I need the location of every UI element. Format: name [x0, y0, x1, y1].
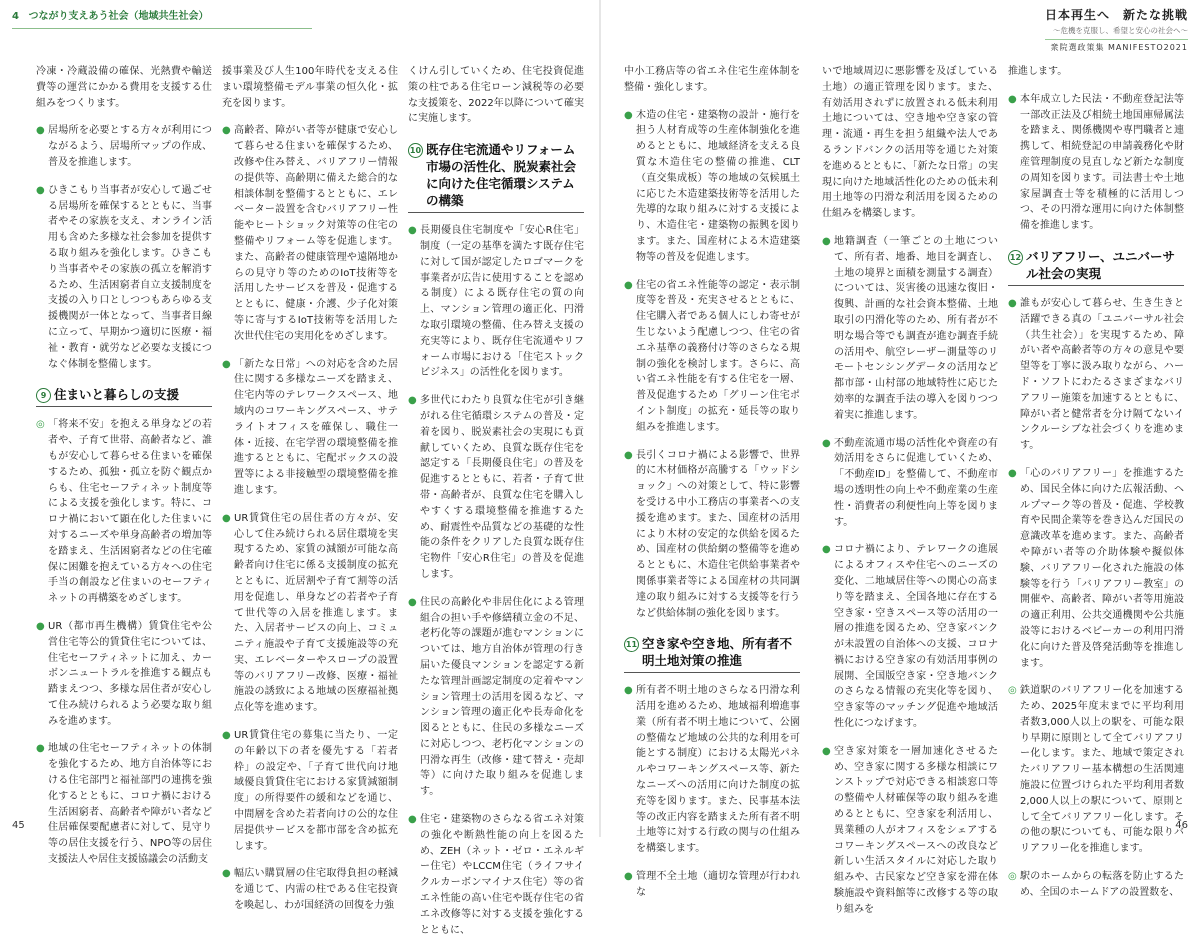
bullet-text: 長期優良住宅制度や「安心R住宅」制度（一定の基準を満たす既存住宅に対して国が認定したロゴマークを事業者が広告に使用することを認める制度）による既存住宅の質の向上、マンション管理の適正化、円滑な取引環境の整備、住み替え支援の充実等により、既存住宅流通やリフォーム市場における「住宅ストックビジネス」の活性化を図ります。 [420, 225, 584, 379]
right-running-header [1045, 6, 1188, 53]
bullet-dot-icon: ● [36, 743, 45, 755]
bullet-text: 長引くコロナ禍による影響で、世界的に木材価格が高騰する「ウッドショック」への対策として、特に影響を受ける中小工務店の事業者への支援を進めます。また、国産材の活用により木材の安定的な供給を図るため、国産材の供給網の整備等を進めるとともに、木造住宅供給事業者や関係事業者等による国産材の共同調達の取り組みに対する支援等を行うなど供給体制の強化を図ります。 [636, 449, 800, 619]
bullet-dot-icon: ● [222, 868, 231, 880]
column-5 [822, 64, 998, 930]
bullet-dot-icon: ● [36, 620, 45, 632]
bullet-dot-icon: ● [222, 730, 231, 742]
bullet-star-icon: ◎ [36, 419, 45, 431]
bullet-text: 高齢者、障がい者等が健康で安心して暮らせる住まいを確保するため、改修や住み替え、バリアフリー情報の提供等、高齢期に備えた総合的な相談体制を整備するとともに、エレベーター設置を含むバリアフリー性能やヒートショック対策等の住宅の整備やリフォーム等を促進します。また、高齢者の健康管理や遠隔地からの見守り等のためのIoT技術等を活用したサービスを普及・促進するとともに、健康・介護、少子化対策等に寄与するIoT技術等を活用した次世代住宅の実用化をめざします。 [234, 125, 398, 342]
bullet-text: UR賃貸住宅の募集に当たり、一定の年齢以下の者を優先する「若者枠」の設定や、「子育て世代向け地域優良賃貸住宅における家賃減額制度」の所得要件の緩和などを通じ、中間層を含めた若者向けの公的な住居提供サービスを都市部を含め拡充します。 [234, 730, 398, 852]
bullet-text: 本年成立した民法・不動産登記法等一部改正法及び相続土地国庫帰属法を踏まえ、関係機関や専門職者と連携して、相続登記の申請義務化や財産管理制度の見直しなど新たな制度の周知を図ります。司法書士や土地家屋調査士等を積極的に活用しつつ、その円滑な運用に向けた体制整備を推進します。 [1020, 93, 1184, 232]
bullet-text: UR賃貸住宅の居住者の方々が、安心して住み続けられる居住環境を実現するため、家賃の減額が可能な高齢者向け住宅に係る支援制度の拡充とともに、近居割や子育て割等の活用を促進し、単身などの若者や子育て世代等の入居を推進します。また、入居者サービスの向上、コミュニティ施設や子育て支援施設等の充実、エレベーターやスロープの設置等のバリアフリー改修、医療・福祉施設の誘致による地域の医療福祉拠点化等を進めます。 [234, 512, 398, 714]
bullet-item [822, 234, 998, 424]
bullet-item [1008, 869, 1184, 901]
bullet-item [1008, 92, 1184, 234]
bullet-text: 「心のバリアフリー」を推進するため、国民全体に向けた広報活動、ヘルプマーク等の普及・促進、学校教育や民間企業等を巻き込んだ国民の意識改革を進めます。また、高齢者や障がい者等の介助体験や擬似体験、バリアフリー化された施設の体験等を行う「バリアフリー教室」の開催や、高齢者、障がい者等用施設の適正利用、公共交通機関や公共施設等におけるベビーカーの利用円滑化に向けた普及啓発活動等を推進します。 [1020, 467, 1184, 669]
bullet-item [408, 812, 584, 938]
bullet-star-icon: ◎ [1008, 871, 1017, 883]
column-6 [1008, 64, 1184, 913]
bullet-item [822, 436, 998, 531]
bullet-dot-icon: ● [408, 395, 417, 407]
chapter-number: 4 [12, 11, 19, 22]
section-number-badge: 11 [624, 637, 639, 652]
bullet-dot-icon: ● [624, 279, 633, 291]
bullet-item [408, 393, 584, 583]
left-running-header [12, 7, 208, 22]
bullet-text: 幅広い購買層の住宅取得負担の軽減を通じて、内需の柱である住宅投資を喚起し、わが国経済の回復を力強 [234, 868, 398, 912]
paragraph: 援事業及び人生100年時代を支える住まい環境整備モデル事業の恒久化・拡充を図ります。 [222, 66, 398, 109]
header-rule-left [12, 28, 312, 29]
bullet-dot-icon: ● [36, 125, 45, 137]
section-heading-12 [1008, 248, 1184, 286]
bullet-dot-icon: ● [222, 125, 231, 137]
column-3 [408, 64, 584, 950]
bullet-text: 空き家対策を一層加速化させるため、空き家に関する多様な相談にワンストップで対応できる相談窓口等の整備や人材確保等の取り組みを進めるとともに、空き家を利活用し、異業種の人がオフィスをシェアするコワーキングスペースへの改良など新しい生活スタイルに対応した取り組みや、古民家など空き家を滞在体験施設や資料館等に改修する等の取り組みを [834, 745, 998, 915]
bullet-dot-icon: ● [222, 512, 231, 524]
bullet-item [36, 123, 212, 170]
bullet-text: 「将来不安」を抱える単身などの若者や、子育て世帯、高齢者など、誰もが安心して暮らせる住まいを確保するため、孤独・孤立を防ぐ観点からも、住宅セーフティネット制度等による支援を強化します。特に、コロナ禍において顕在化した住まいに対するニーズや単身高齢者の増加等を踏まえ、生活困窮者などの住宅確保に困難を抱えている方々への住宅手当の創設など住まいのセーフティネットの再構築をめざします。 [48, 419, 212, 605]
bullet-item [822, 542, 998, 732]
bullet-text: UR（都市再生機構）賃貸住宅や公営住宅等公的賃貸住宅については、住宅セーフティネットに加え、カーボンニュートラルを推進する観点も踏まえつつ、多様な居住者が安心して住み続けられるよう必要な取り組みを進めます。 [48, 620, 212, 727]
bullet-item [222, 728, 398, 854]
bullet-item [1008, 466, 1184, 671]
bullet-item [36, 741, 212, 867]
bullet-text: 木造の住宅・建築物の設計・施行を担う人材育成等の生産体制強化を進めるとともに、地域経済を支える良質な木造住宅の整備の推進、CLT（直交集成板）等の地域の気候風土に応じた木造建築技術等を活用した先導的な取り組みに対する支援により、木造住宅・建築物の振興を図ります。また、国産材による木造建築物等の普及を促進します。 [636, 109, 800, 263]
section-title: 既存住宅流通やリフォーム市場の活性化、脱炭素社会に向けた住宅循環システムの構築 [426, 142, 577, 209]
bullet-text: 住宅の省エネ性能等の認定・表示制度等を普及・充実させるとともに、住宅購入者である個人にしわ寄せが生じないよう配慮しつつ、住宅の省エネ基準の義務付け等のさらなる規制の強化を検討します。さらに、高い省エネ性能を有する住宅を一層、普及促進するため「グリーン住宅ポイント制度」の拡充・延長等の取り組みを推進します。 [636, 279, 800, 433]
bullet-dot-icon: ● [822, 235, 831, 247]
manifesto-title: 日本再生へ 新たな挑戦 [1044, 8, 1188, 22]
bullet-text: 多世代にわたり良質な住宅が引き継がれる住宅循環システムの普及・定着を図り、脱炭素社会の実現にも貢献していくため、良質な既存住宅を認定する「長期優良住宅」の普及を促進するとともに、若者・子育て世帯・高齢者が、良質な住宅を購入しやすくする環境整備を推進するため、耐震性や品質などの基礎的な性能の条件をクリアした良質な既存住宅物件「安心R住宅」の普及を促進します。 [420, 395, 584, 580]
bullet-dot-icon: ● [624, 109, 633, 121]
bullet-item [222, 511, 398, 716]
bullet-item [222, 123, 398, 344]
bullet-dot-icon: ● [822, 745, 831, 757]
section-number-badge: 12 [1008, 250, 1023, 265]
paragraph: 冷凍・冷蔵設備の確保、光熱費や輸送費等の運営にかかる費用を支援する仕組みをつくります。 [36, 66, 212, 109]
bullet-item [36, 619, 212, 730]
section-title: 住まいと暮らしの支援 [54, 387, 180, 403]
bullet-item [624, 683, 800, 857]
bullet-text: 住宅・建築物のさらなる省エネ対策の強化や断熱性能の向上を図るため、ZEH（ネット・ゼロ・エネルギー住宅）やLCCM住宅（ライフサイクルカーボンマイナス住宅）等の省エネ性能の高い住宅や既存住宅の省エネ改修等に対する支援を強化するとともに、 [420, 814, 584, 936]
bullet-dot-icon: ● [1008, 93, 1017, 105]
bullet-text: 所有者不明土地のさらなる円滑な利活用を進めるため、地域福利増進事業（所有者不明土地について、公園の整備など地域の公共的な利用を可能とする制度）における太陽光パネルやコワーキングスペース等、新たなニーズへの活用に向けた制度の拡充等を図ります。また、民事基本法等の改正内容を踏まえた所有者不明土地等に対する行政の関与の仕組みを構築します。 [636, 685, 800, 855]
bullet-dot-icon: ● [36, 184, 45, 196]
bullet-item [408, 223, 584, 381]
page-number-left: 45 [12, 820, 25, 831]
section-title: 空き家や空き地、所有者不明土地対策の推進 [642, 636, 793, 669]
bullet-dot-icon: ● [624, 449, 633, 461]
bullet-text: 駅のホームからの転落を防止するため、全国のホームドアの設置数を、 [1020, 871, 1184, 898]
bullet-item [36, 183, 212, 373]
bullet-text: 管理不全土地（適切な管理が行われな [636, 871, 800, 898]
bullet-dot-icon: ● [624, 685, 633, 697]
bullet-text: 不動産流通市場の活性化や資産の有効活用をさらに促進していくため、「不動産ID」を整備して、不動産市場の透明性の向上や不動産業の生産性・消費者の利便性向上等を図ります。 [834, 437, 998, 528]
bullet-item [222, 357, 398, 499]
paragraph: いで地域周辺に悪影響を及ぼしている土地）の適正管理を図ります。また、有効活用されずに放置される低未利用土地については、空き地や空き家の管理・流通・再生を担う組織や法人であるランドバンクの活用等を通じた対策を進めるとともに、「新たな日常」の実現に向けた地域活性化のための低未利用土地等の円滑な利活用を図るための仕組みを構築します。 [822, 66, 998, 220]
bullet-dot-icon: ● [408, 814, 417, 826]
bullet-text: 地籍調査（一筆ごとの土地について、所有者、地番、地目を調査し、土地の境界と面積を測量する調査）については、災害後の迅速な復旧・復興、計画的な社会資本整備、土地取引の円滑化等のため、所有者が不明な場合等でも調査が進む調査手続の活用や、航空レーザー測量等のリモートセンシングデータの活用など都市部・山村部の地域特性に応じた効率的な調査手法の導入を図りつつ着実に推進します。 [834, 235, 998, 421]
bullet-item [222, 866, 398, 913]
paragraph: 推進します。 [1008, 66, 1068, 77]
bullet-dot-icon: ● [822, 437, 831, 449]
bullet-text: 鉄道駅のバリアフリー化を加速するため、2025年度末までに平均利用者数3,000人以上の駅を、可能な限り早期に原則として全てバリアフリー化します。また、地域で策定されたバリアフリー基本構想の生活関連施設に位置づけられた平均利用者数2,000人以上の駅について、原則として全てバリアフリー化します。その他の駅についても、可能な限りバリアフリー化を推進します。 [1020, 685, 1184, 855]
bullet-text: 地域の住宅セーフティネットの体制を強化するため、地方自治体等における住宅部門と福祉部門の連携を強化するとともに、コロナ禍における生活困窮者、高齢者や障がい者など住居確保要配慮者に対して、見守り等の居住支援を行う、NPO等の居住支援法人や居住支援協議会の活動支 [48, 743, 212, 866]
bullet-star-icon: ◎ [1008, 685, 1017, 697]
paragraph: くけん引していくため、住宅投資促進策の柱である住宅ローン減税等の必要な支援策を、2022年以降について確実に実施します。 [408, 66, 584, 125]
section-heading-9 [36, 386, 212, 407]
bullet-item [36, 417, 212, 607]
bullet-text: 居場所を必要とする方々が利用につながるよう、居場所マップの作成、普及を推進します。 [48, 125, 212, 168]
bullet-text: コロナ禍により、テレワークの進展によるオフィスや住宅へのニーズの変化、二地域居住等への関心の高まり等を踏まえ、全国各地に存在する空き家・空きスペース等の活用の一層の推進を図るため、空き家バンクが未設置の自治体への支援、コロナ禍における空き家の有効活用事例の展開、全国版空き家・空き地バンクのさらなる情報の充実化等を図り、空き家等のマッチング促進や地域活性化につなげます。 [834, 544, 998, 730]
left-page [0, 0, 600, 936]
bullet-dot-icon: ● [222, 358, 231, 370]
section-heading-10 [408, 141, 584, 213]
bullet-item [624, 108, 800, 266]
bullet-item [822, 744, 998, 918]
paragraph: 中小工務店等の省エネ住宅生産体制を整備・強化します。 [624, 66, 800, 93]
bullet-dot-icon: ● [1008, 467, 1017, 479]
bullet-item [1008, 296, 1184, 454]
section-number-badge: 10 [408, 143, 423, 158]
bullet-dot-icon: ● [408, 596, 417, 608]
bullet-item [624, 278, 800, 436]
column-1 [36, 64, 212, 880]
column-4 [624, 64, 800, 913]
section-title: バリアフリー、ユニバーサル社会の実現 [1026, 248, 1176, 281]
bullet-dot-icon: ● [822, 544, 831, 556]
manifesto-subtitle: 〜危機を克服し、希望と安心の社会へ〜 [1053, 26, 1188, 35]
page-number-right: 46 [1175, 820, 1188, 831]
bullet-item [408, 595, 584, 800]
column-2 [222, 64, 398, 926]
bullet-text: 誰もが安心して暮らせ、生き生きと活躍できる真の「ユニバーサル社会（共生社会）」を実現するため、障がい者や高齢者等の方々の意見や要望等を丁寧に汲み取りながら、ハード・ソフトにわたるさまざまなバリアフリー施策を加速するとともに、障がい者と健常者を分け隔てないインクルーシブな社会づくりを進めます。 [1020, 297, 1184, 452]
chapter-title: つながり支えあう社会（地域共生社会） [28, 11, 209, 22]
bullet-text: 住民の高齢化や非居住化による管理組合の担い手や修繕積立金の不足、老朽化等の課題が進むマンションについては、地方自治体が管理の行き届いた優良マンションを認定する新たな管理計画認定制度の定着やマンション管理士の活用を図るなど、マンション管理の適正化や長寿命化を図るとともに、住民の多様なニーズに対応しつつ、老朽化マンションの円滑な再生（改修・建て替え・売却等）に向けた取り組みを促進します。 [420, 596, 584, 798]
manifesto-band: 衆院選政策集 MANIFESTO2021 [1045, 39, 1188, 53]
right-page [600, 0, 1200, 915]
bullet-item [1008, 683, 1184, 857]
bullet-item [624, 448, 800, 622]
bullet-dot-icon: ● [408, 225, 417, 237]
bullet-dot-icon: ● [624, 871, 633, 883]
bullet-text: ひきこもり当事者が安心して過ごせる居場所を確保するとともに、当事者やその家族を支え、オンライン活用も含めた多様な社会参加を提供する取り組みを強化します。ひきこもり当事者やその家族の孤立を解消するため、生活困窮者自立支援制度を支援の入り口としつつもあらゆる支援機関が一体となって、当事者目線に立って、早期かつ適切に医療・福祉・教育・就労など必要な支援につなぐ体制を整備します。 [48, 184, 212, 370]
bullet-text: 「新たな日常」への対応を含めた居住に関する多様なニーズを踏まえ、住宅内等のテレワークスペース、地域内のコワーキングスペース、サテライトオフィスを確保し、職住一体・近接、在宅学習の環境整備を推進するとともに、宅配ボックスの設置等による非接触型の環境整備を推進します。 [234, 358, 398, 496]
bullet-dot-icon: ● [1008, 297, 1017, 309]
bullet-item [624, 869, 800, 901]
section-heading-11 [624, 635, 800, 673]
section-number-badge: 9 [36, 388, 51, 403]
